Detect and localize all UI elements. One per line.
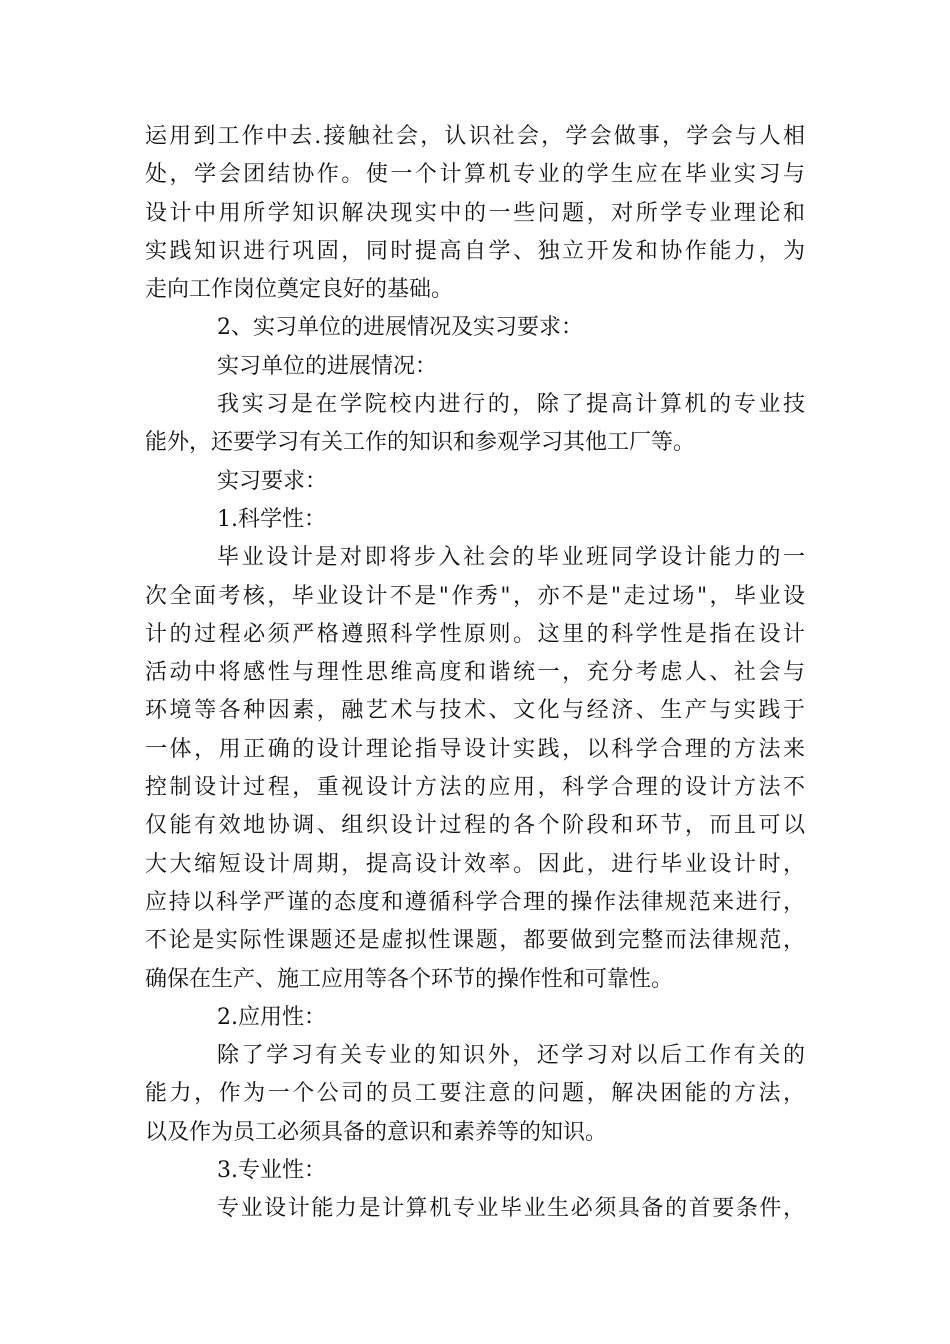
text-line: 设计中用所学知识解决现实中的一些问题，对所学专业理论和	[145, 200, 805, 226]
text-line: 大大缩短设计周期，提高设计效率。因此，进行毕业设计时，	[145, 851, 805, 877]
text-line: 除了学习有关专业的知识外，还学习对以后工作有关的	[217, 1043, 805, 1069]
text-line: 走向工作岗位奠定良好的基础。	[145, 277, 454, 303]
list-heading: 1.科学性：	[217, 506, 326, 532]
text-line: 计的过程必须严格遵照科学性原则。这里的科学性是指在设计	[145, 621, 805, 647]
text-line: 不论是实际性课题还是虚拟性课题，都要做到完整而法律规范，	[145, 928, 805, 954]
list-heading: 2.应用性：	[217, 1004, 326, 1030]
text-line: 活动中将感性与理性思维高度和谐统一，充分考虑人、社会与	[145, 660, 805, 686]
text-line: 应持以科学严谨的态度和遵循科学合理的操作法律规范来进行，	[145, 889, 805, 915]
text-line: 环境等各种因素，融艺术与技术、文化与经济、生产与实践于	[145, 698, 805, 724]
text-line: 专业设计能力是计算机专业毕业生必须具备的首要条件，	[217, 1196, 805, 1222]
subsection-heading: 实习单位的进展情况：	[217, 353, 438, 379]
text-line: 控制设计过程，重视设计方法的应用，科学合理的设计方法不	[145, 775, 805, 801]
text-line: 我实习是在学院校内进行的，除了提高计算机的专业技	[217, 392, 805, 418]
text-line: 能外，还要学习有关工作的知识和参观学习其他工厂等。	[145, 430, 696, 456]
text-line: 仅能有效地协调、组织设计过程的各个阶段和环节，而且可以	[145, 813, 805, 839]
text-line: 确保在生产、施工应用等各个环节的操作性和可靠性。	[145, 966, 674, 992]
section-heading: 2、实习单位的进展情况及实习要求：	[217, 315, 583, 341]
subsection-heading: 实习要求：	[217, 468, 328, 494]
text-line: 实践知识进行巩固，同时提高自学、独立开发和协作能力，为	[145, 238, 805, 264]
text-line: 一体，用正确的设计理论指导设计实践，以科学合理的方法来	[145, 736, 805, 762]
text-line: 毕业设计是对即将步入社会的毕业班同学设计能力的一	[217, 545, 805, 571]
text-line: 处，学会团结协作。使一个计算机专业的学生应在毕业实习与	[145, 162, 805, 188]
text-line: 以及作为员工必须具备的意识和素养等的知识。	[145, 1119, 608, 1145]
list-heading: 3.专业性：	[217, 1158, 326, 1184]
text-line: 运用到工作中去.接触社会，认识社会，学会做事，学会与人相	[145, 124, 805, 149]
text-line: 次全面考核，毕业设计不是"作秀"，亦不是"走过场"，毕业设	[145, 583, 805, 609]
text-line: 能力，作为一个公司的员工要注意的问题，解决困能的方法，	[145, 1081, 805, 1107]
document-page	[145, 118, 805, 1229]
